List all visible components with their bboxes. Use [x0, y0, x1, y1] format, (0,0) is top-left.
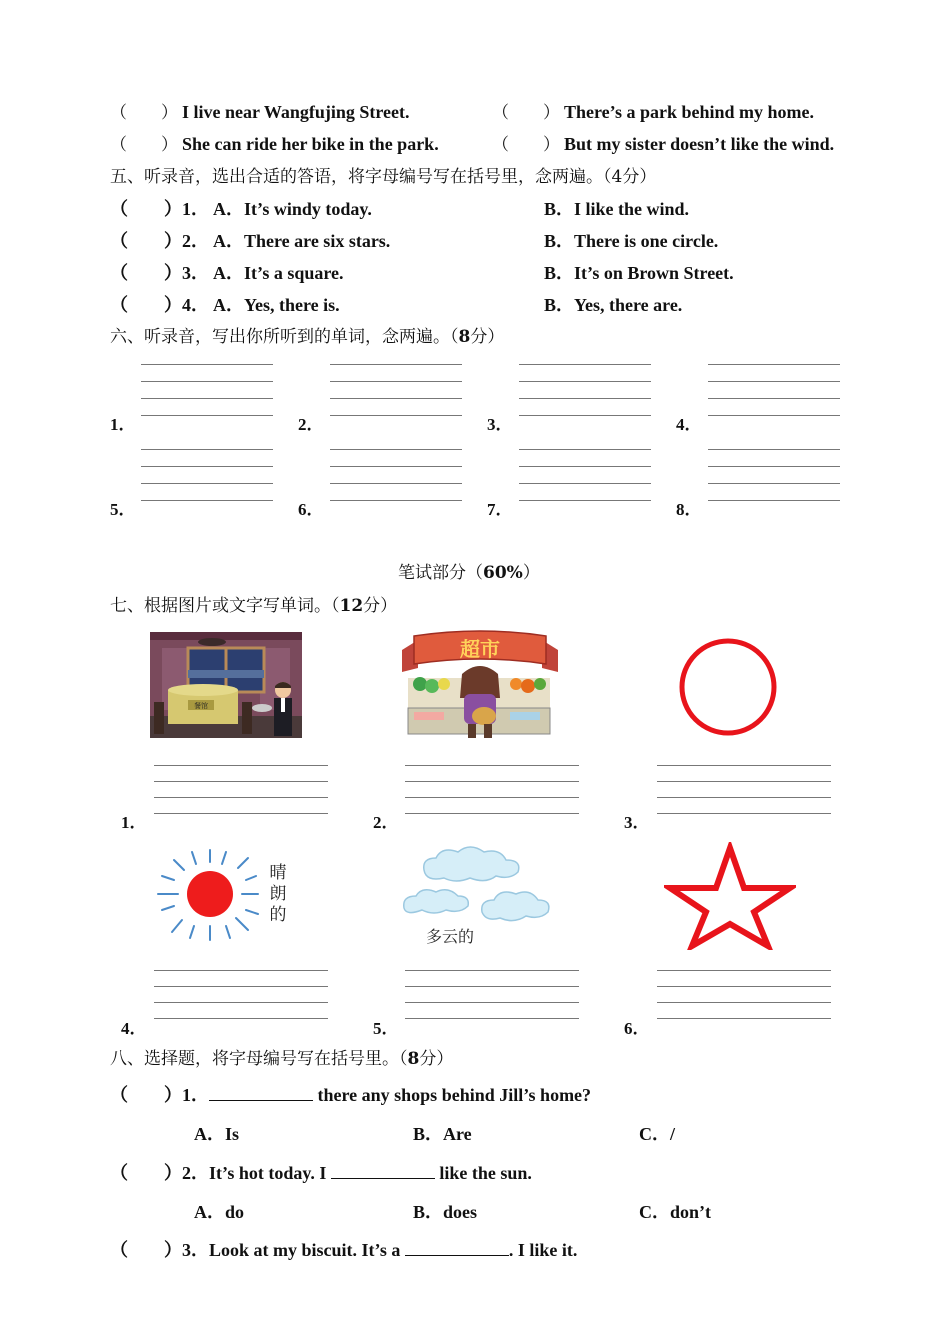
item-number: 6． [298, 500, 324, 519]
sec5-q1 [110, 195, 850, 221]
sec4-row1-left [110, 98, 410, 123]
item-number: 4． [121, 1019, 147, 1038]
writing-lines[interactable] [141, 449, 273, 501]
item-number: 5． [110, 500, 136, 519]
written-part-heading: 笔试部分（60%） [398, 563, 540, 583]
option-a: A．Yes, there is. [213, 295, 340, 315]
fill-blank[interactable] [405, 1241, 509, 1256]
answer-paren[interactable]: （ ） [492, 103, 560, 122]
sec4-row2-left [110, 130, 439, 155]
sec5-q4 [110, 291, 850, 317]
option-a: A．There are six stars. [213, 231, 391, 251]
writing-lines[interactable] [519, 449, 651, 501]
sunny-char-1: 晴 [269, 863, 287, 883]
writing-lines[interactable] [519, 364, 651, 416]
answer-paren[interactable]: （ ）4． [110, 295, 209, 315]
sec4-row1-right [492, 98, 814, 123]
item-number: 2． [298, 415, 324, 434]
sentence: There’s a park behind my home. [564, 102, 815, 122]
sec5-q2 [110, 227, 850, 253]
sec8-q1: （ ）1． there any shops behind Jill’s home? [110, 1085, 592, 1105]
section8-title: 八、选择题，将字母编号写在括号里。（8分） [110, 1049, 454, 1069]
writing-lines[interactable] [708, 364, 840, 416]
sunny-char-3: 的 [269, 905, 287, 925]
sec4-row2-right [492, 130, 834, 155]
option-b: B．I like the wind. [544, 199, 690, 219]
answer-paren[interactable]: （ ） [492, 135, 560, 154]
answer-paren[interactable]: （ ）1． [110, 199, 209, 219]
item-number: 8． [676, 500, 702, 519]
writing-lines[interactable] [708, 449, 840, 501]
star-image [664, 842, 796, 950]
sec8-q2: （ ）2．It’s hot today. I like the sun. [110, 1163, 532, 1183]
restaurant-sign-text: 餐馆 [194, 702, 208, 710]
answer-paren[interactable]: （ ）2． [110, 1163, 209, 1183]
writing-lines[interactable] [154, 765, 328, 815]
writing-lines[interactable] [657, 765, 831, 815]
option-a: A．It’s windy today. [213, 199, 372, 219]
answer-paren[interactable]: （ ）3． [110, 263, 209, 283]
option: B．Are [413, 1124, 472, 1144]
answer-paren[interactable]: （ ） [110, 135, 178, 154]
fill-blank[interactable] [209, 1086, 313, 1101]
cloudy-caption: 多云的 [425, 927, 475, 946]
answer-paren[interactable]: （ ）3． [110, 1240, 209, 1260]
answer-paren[interactable]: （ ）1． [110, 1085, 209, 1105]
writing-lines[interactable] [657, 970, 831, 1020]
option-b: B．There is one circle. [544, 231, 719, 251]
sec5-q3 [110, 259, 850, 285]
circle-image [674, 634, 782, 740]
writing-lines[interactable] [154, 970, 328, 1020]
writing-lines[interactable] [141, 364, 273, 416]
option: C．don’t [639, 1202, 712, 1222]
writing-lines[interactable] [330, 449, 462, 501]
section7-title: 七、根据图片或文字写单词。（12分） [110, 596, 398, 616]
sunny-image [154, 846, 300, 944]
section5-title: 五、听录音，选出合适的答语，将字母编号写在括号里，念两遍。（4分） [110, 167, 657, 187]
cloudy-image [400, 842, 556, 950]
item-number: 1． [121, 813, 147, 832]
option-b: B．It’s on Brown Street. [544, 263, 734, 283]
writing-lines[interactable] [405, 765, 579, 815]
option: A．Is [194, 1124, 240, 1144]
item-number: 5． [373, 1019, 399, 1038]
sec8-q3: （ ）3．Look at my biscuit. It’s a . I like it. [110, 1240, 578, 1260]
option: B．does [413, 1202, 478, 1222]
option: A．do [194, 1202, 245, 1222]
restaurant-image [150, 632, 302, 738]
item-number: 1． [110, 415, 136, 434]
supermarket-sign-text: 超市 [460, 637, 500, 661]
section6-title: 六、听录音，写出你所听到的单词，念两遍。（8分） [110, 327, 505, 347]
sentence: She can ride her bike in the park. [182, 134, 439, 154]
option-a: A．It’s a square. [213, 263, 344, 283]
answer-paren[interactable]: （ ） [110, 103, 178, 122]
option: C．/ [639, 1124, 675, 1144]
supermarket-image [398, 628, 562, 740]
item-number: 3． [487, 415, 513, 434]
writing-lines[interactable] [330, 364, 462, 416]
item-number: 7． [487, 500, 513, 519]
fill-blank[interactable] [331, 1164, 435, 1179]
writing-lines[interactable] [405, 970, 579, 1020]
item-number: 2． [373, 813, 399, 832]
sunny-char-2: 朗 [269, 884, 287, 904]
item-number: 3． [624, 813, 650, 832]
item-number: 6． [624, 1019, 650, 1038]
sentence: But my sister doesn’t like the wind. [564, 134, 835, 154]
answer-paren[interactable]: （ ）2． [110, 231, 209, 251]
option-b: B．Yes, there are. [544, 295, 683, 315]
sentence: I live near Wangfujing Street. [182, 102, 410, 122]
item-number: 4． [676, 415, 702, 434]
